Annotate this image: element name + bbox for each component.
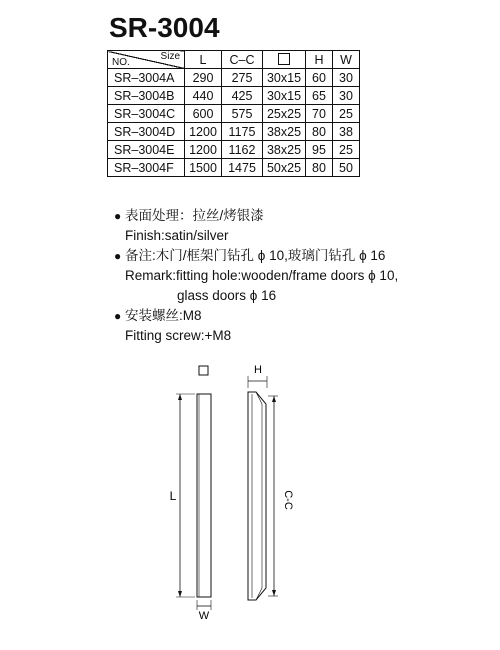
cell-cc: 425 (222, 87, 263, 105)
col-header-h: H (306, 51, 333, 69)
cell-h: 95 (306, 141, 333, 159)
cell-cc: 575 (222, 105, 263, 123)
cell-cc: 1175 (222, 123, 263, 141)
col-header-l: L (185, 51, 222, 69)
header-size-label: Size (160, 51, 180, 62)
finish-en-text: Finish:satin/silver (125, 228, 229, 243)
dimension-h-label: H (254, 364, 262, 376)
product-title: SR-3004 (109, 12, 220, 43)
cell-h: 70 (306, 105, 333, 123)
cell-l: 1200 (185, 141, 222, 159)
cell-h: 65 (306, 87, 333, 105)
cell-l: 440 (185, 87, 222, 105)
dimension-cc-line (268, 396, 278, 596)
bullet-icon: ● (114, 249, 122, 263)
col-header-cc: C–C (222, 51, 263, 69)
cell-w: 50 (333, 159, 360, 177)
screw-cn-text: 安装螺丝:M8 (125, 308, 202, 323)
side-view-profile (248, 392, 266, 600)
cell-l: 290 (185, 69, 222, 87)
cell-w: 30 (333, 87, 360, 105)
cell-w: 25 (333, 141, 360, 159)
dimension-cc-label: C-C (282, 490, 294, 510)
remark-en-text-1: Remark:fitting hole:wooden/frame doors ϕ 10, (125, 268, 399, 283)
cell-l: 1500 (185, 159, 222, 177)
bullet-icon: ● (114, 209, 122, 223)
dimension-l-line (176, 394, 195, 597)
cell-w: 30 (333, 69, 360, 87)
cell-cc: 275 (222, 69, 263, 87)
cell-model: SR–3004F (108, 159, 185, 177)
header-no-label: NO. (112, 57, 130, 68)
section-square-icon (199, 366, 208, 375)
col-header-w: W (333, 51, 360, 69)
remark-cn-text: 备注:木门/框架门钻孔 ϕ 10,玻璃门钻孔 ϕ 16 (125, 248, 386, 263)
cell-l: 600 (185, 105, 222, 123)
cell-model: SR–3004D (108, 123, 185, 141)
dimension-w-line (197, 600, 211, 610)
cell-h: 80 (306, 159, 333, 177)
front-view-bar (197, 394, 211, 597)
cell-model: SR–3004B (108, 87, 185, 105)
cell-model: SR–3004A (108, 69, 185, 87)
finish-cn-text: 表面处理：拉丝/烤银漆 (125, 208, 264, 223)
cell-section: 38x25 (263, 123, 306, 141)
dimension-w-label: W (198, 610, 210, 622)
cell-cc: 1475 (222, 159, 263, 177)
remark-en-text-2: glass doors ϕ 16 (177, 288, 277, 303)
cell-model: SR–3004C (108, 105, 185, 123)
bullet-icon: ● (114, 309, 122, 323)
cell-section: 50x25 (263, 159, 306, 177)
cell-section: 38x25 (263, 141, 306, 159)
cell-section: 25x25 (263, 105, 306, 123)
dimension-l-label: L (169, 489, 177, 503)
dimension-h-line (248, 376, 267, 388)
screw-en-text: Fitting screw:+M8 (125, 328, 232, 343)
cell-l: 1200 (185, 123, 222, 141)
cell-w: 38 (333, 123, 360, 141)
cell-h: 60 (306, 69, 333, 87)
cell-model: SR–3004E (108, 141, 185, 159)
cell-section: 30x15 (263, 87, 306, 105)
cell-section: 30x15 (263, 69, 306, 87)
cell-cc: 1162 (222, 141, 263, 159)
cell-h: 80 (306, 123, 333, 141)
cell-w: 25 (333, 105, 360, 123)
